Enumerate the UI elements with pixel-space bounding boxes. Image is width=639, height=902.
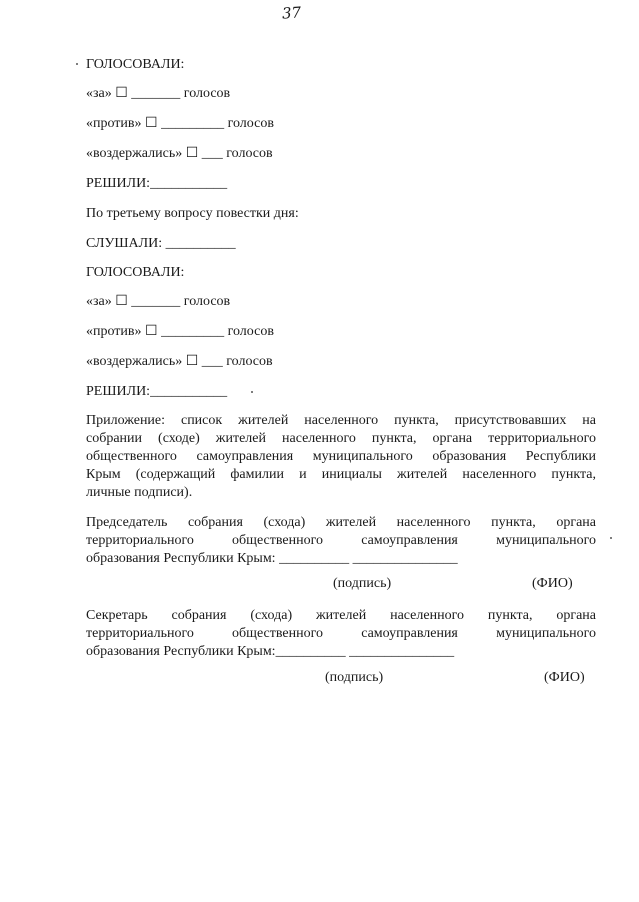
votes-for-2: «за» ☐ _______ голосов — [86, 294, 231, 309]
scan-speck — [610, 537, 612, 539]
voted-label-1: ГОЛОСОВАЛИ: — [86, 57, 185, 72]
chairman-name-caption: (ФИО) — [532, 576, 573, 591]
votes-against-1: «против» ☐ _________ голосов — [86, 116, 274, 131]
appendix-line-3: общественного самоуправления муниципального образования Республики — [86, 449, 596, 464]
secretary-signature-caption: (подпись) — [325, 670, 384, 685]
page-number: 37 — [281, 3, 302, 23]
secretary-name-caption: (ФИО) — [544, 670, 585, 685]
chairman-line-3: образования Республики Крым: __________ _______________ — [86, 551, 458, 566]
heard-line: СЛУШАЛИ: __________ — [86, 236, 236, 251]
votes-abstained-1: «воздержались» ☐ ___ голосов — [86, 146, 273, 161]
votes-for-1: «за» ☐ _______ голосов — [86, 86, 231, 101]
votes-against-2: «против» ☐ _________ голосов — [86, 324, 274, 339]
decided-2: РЕШИЛИ:___________ — [86, 384, 228, 399]
chairman-line-1: Председатель собрания (схода) жителей населенного пункта, органа — [86, 515, 596, 530]
chairman-line-2: территориального общественного самоуправления муниципального — [86, 533, 596, 548]
chairman-signature-caption: (подпись) — [333, 576, 392, 591]
appendix-line-1: Приложение: список жителей населенного пункта, присутствовавших на — [86, 413, 596, 428]
appendix-line-4: Крым (содержащий фамилии и инициалы жителей населенного пункта, — [86, 467, 596, 482]
votes-abstained-2: «воздержались» ☐ ___ голосов — [86, 354, 273, 369]
scan-speck — [251, 391, 253, 393]
appendix-line-2: собрании (сходе) жителей населенного пункта, органа территориального — [86, 431, 596, 446]
secretary-line-2: территориального общественного самоуправления муниципального — [86, 626, 596, 641]
appendix-line-5: личные подписи). — [86, 485, 193, 500]
decided-1: РЕШИЛИ:___________ — [86, 176, 228, 191]
voted-label-2: ГОЛОСОВАЛИ: — [86, 265, 185, 280]
secretary-line-1: Секретарь собрания (схода) жителей населенного пункта, органа — [86, 608, 596, 623]
third-question-heading: По третьему вопросу повестки дня: — [86, 206, 299, 221]
secretary-line-3: образования Республики Крым:__________ _______________ — [86, 644, 455, 659]
scan-speck — [76, 63, 78, 65]
